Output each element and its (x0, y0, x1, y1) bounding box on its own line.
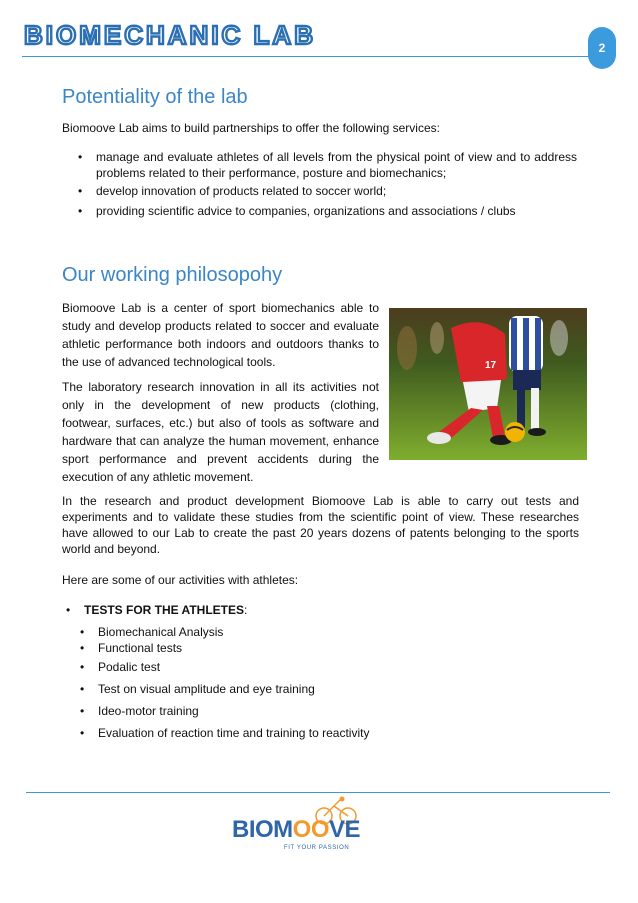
footer-divider (26, 792, 610, 793)
list-item: • Evaluation of reaction time and training to reactivity (76, 725, 536, 741)
philosophy-paragraph-1: Biomoove Lab is a center of sport biomechanics able to study and develop products related to soccer and evaluate athletic performance both indoors and outdoors thanks to the use of advanced technological tools. (62, 301, 379, 369)
logo-wordmark: BIOMECHANIC LAB (24, 20, 316, 50)
philosophy-paragraph-3: In the research and product development Biomoove Lab is able to carry out tests and experiments and to validate these studies from the scientific point of view. These researches have allowed to our Lab to create the past 20 years dozens of patents belonging to the sports world and beyond. (62, 494, 579, 556)
list-item: • manage and evaluate athletes of all levels from the physical point of view and to address problems related to their performance, posture and biomechanics; (74, 149, 577, 181)
section-heading-potentiality: Potentiality of the lab (62, 86, 248, 108)
header-divider (22, 56, 608, 57)
biomoove-wordmark (232, 816, 360, 844)
wordmark-part-oo: OO (292, 816, 330, 843)
section1-intro: Biomoove Lab aims to build partnerships to offer the following services: (62, 121, 440, 135)
tests-heading-item (62, 602, 462, 618)
biomoove-tagline: FIT YOUR PASSION (284, 845, 350, 851)
biomechanic-lab-logo (22, 16, 362, 54)
list-item: • Biomechanical Analysis (76, 624, 536, 640)
soccer-players-photo (389, 308, 587, 460)
tests-title-colon: : (244, 603, 248, 617)
list-item: • develop innovation of products related to soccer world; (74, 183, 577, 199)
section-heading-philosophy: Our working philosopohy (62, 264, 283, 286)
list-item: • Podalic test (76, 659, 536, 675)
tests-list (76, 624, 536, 741)
list-item: • Ideo-motor training (76, 703, 536, 719)
tests-title: TESTS FOR THE ATHLETES (84, 603, 245, 617)
tests-heading-list (62, 602, 462, 618)
soccer-ball (505, 422, 525, 442)
philosophy-paragraph-2: The laboratory research innovation in all its activities not only in the development of new products (clothing, footwear, surfaces, etc.) but also of tools as software and hardware that can analyze the human movement, enhance sport performance and prevent accidents during the execution of any athletic movement. (62, 380, 379, 484)
wordmark-part-ve: VE (329, 816, 361, 843)
wordmark-part-bio: BIOM (232, 816, 293, 843)
philosophy-paragraph-4: Here are some of our activities with athletes: (62, 573, 299, 587)
list-item: • providing scientific advice to companies, organizations and associations / clubs (74, 203, 577, 219)
services-list (74, 149, 577, 219)
shirt-number: 17 (485, 360, 497, 371)
list-item: • Functional tests (76, 640, 536, 656)
biomoove-logo (232, 796, 382, 858)
page-number-badge: 2 (588, 27, 616, 69)
list-item: • Test on visual amplitude and eye training (76, 681, 536, 697)
